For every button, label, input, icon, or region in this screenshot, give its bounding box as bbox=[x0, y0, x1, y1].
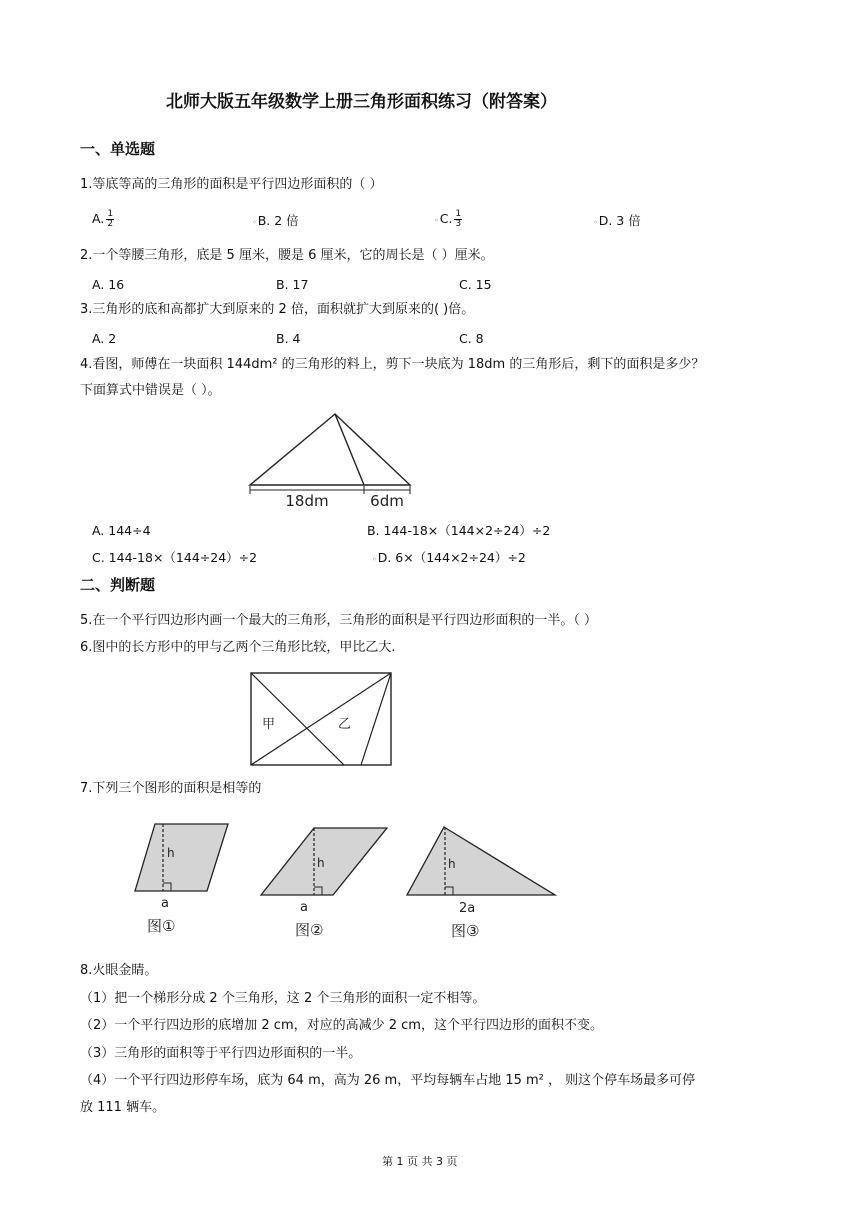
page-footer: 第 1 页 共 3 页 bbox=[382, 1155, 458, 1168]
height-label-1: h bbox=[167, 846, 175, 860]
question-3-option-a[interactable]: A. 2 bbox=[92, 331, 117, 346]
bullet-dot-icon: ◦ bbox=[593, 218, 598, 227]
question-4-stem-line-1: 4.看图，师傅在一块面积 144dm² 的三角形的料上，剪下一块底为 18dm 的三角形后，剩下的面积是多少？ bbox=[80, 357, 705, 372]
question-2-option-a[interactable]: A. 16 bbox=[92, 277, 125, 292]
fraction-one-half: $\frac{1}{2}$ bbox=[107, 209, 114, 229]
question-8-statement-2: （2）一个平行四边形的底增加 2 cm，对应的高减少 2 cm，这个平行四边形的面积不变。 bbox=[80, 1018, 603, 1033]
question-1-option-c[interactable]: ◦C. $\frac{1}{3}$ bbox=[434, 209, 462, 229]
question-4-option-d[interactable]: ◦D. 6×（144×2÷24）÷2 bbox=[372, 550, 526, 565]
question-4-option-b[interactable]: B. 144-18×（144×2÷24）÷2 bbox=[367, 523, 551, 538]
triangle-3 bbox=[407, 827, 555, 895]
fraction-one-third: $\frac{1}{3}$ bbox=[455, 209, 462, 229]
height-label-3: h bbox=[448, 857, 456, 871]
section-heading-true-false: 二、判断题 bbox=[80, 576, 156, 594]
question-4-stem-line-2: 下面算式中错误是（ ）。 bbox=[80, 383, 221, 398]
parallelogram-1 bbox=[135, 824, 228, 891]
base-label-2: a bbox=[300, 900, 308, 915]
page-title: 北师大版五年级数学上册三角形面积练习（附答案） bbox=[166, 92, 557, 112]
caption-fig-2: 图② bbox=[295, 921, 324, 939]
bullet-dot-icon: ◦ bbox=[434, 216, 439, 225]
question-2-option-c[interactable]: C. 15 bbox=[459, 277, 492, 292]
question-4-option-c[interactable]: C. 144-18×（144÷24）÷2 bbox=[92, 550, 258, 565]
bullet-dot-icon: ◦ bbox=[372, 555, 377, 564]
question-1-option-b[interactable]: ◦B. 2 倍 bbox=[252, 213, 299, 228]
question-7-stem: 7.下列三个图形的面积是相等的 bbox=[80, 781, 262, 796]
label-yi: 乙 bbox=[338, 717, 352, 732]
height-label-2: h bbox=[317, 856, 325, 870]
question-7-shapes-figure bbox=[125, 815, 565, 945]
dimension-label-18dm: 18dm bbox=[285, 492, 329, 510]
question-4-option-a[interactable]: A. 144÷4 bbox=[92, 523, 151, 538]
question-8-stem: 8.火眼金睛。 bbox=[80, 963, 158, 978]
question-1-stem: 1.等底等高的三角形的面积是平行四边形面积的（ ） bbox=[80, 177, 383, 192]
option-a-prefix: A. bbox=[92, 211, 105, 226]
question-1-option-d[interactable]: ◦D. 3 倍 bbox=[593, 213, 641, 228]
base-label-3: 2a bbox=[459, 901, 476, 916]
question-8-statement-3: （3）三角形的面积等于平行四边形面积的一半。 bbox=[80, 1046, 362, 1061]
question-8-statement-4-line-1: （4）一个平行四边形停车场，底为 64 m，高为 26 m，平均每辆车占地 15 m² ， 则这个停车场最多可停 bbox=[80, 1073, 696, 1088]
question-3-option-b[interactable]: B. 4 bbox=[276, 331, 301, 346]
question-5-stem: 5.在一个平行四边形内画一个最大的三角形，三角形的面积是平行四边形面积的一半。（ ） bbox=[80, 613, 598, 628]
question-2-stem: 2.一个等腰三角形，底是 5 厘米，腰是 6 厘米，它的周长是（ ）厘米。 bbox=[80, 248, 494, 263]
question-6-stem: 6.图中的长方形中的甲与乙两个三角形比较，甲比乙大. bbox=[80, 640, 396, 655]
dimension-label-6dm: 6dm bbox=[370, 492, 404, 510]
question-3-stem: 3.三角形的底和高都扩大到原来的 2 倍，面积就扩大到原来的( )倍。 bbox=[80, 302, 475, 317]
question-4-triangle-figure bbox=[245, 410, 420, 510]
large-triangle bbox=[250, 414, 410, 485]
question-1-option-a[interactable] bbox=[92, 210, 114, 229]
side-line bbox=[361, 673, 391, 765]
label-jia: 甲 bbox=[262, 717, 276, 732]
question-6-rectangle-figure bbox=[250, 672, 394, 768]
question-3-option-c[interactable]: C. 8 bbox=[459, 331, 484, 346]
caption-fig-1: 图① bbox=[147, 917, 176, 935]
cut-line bbox=[335, 414, 364, 485]
question-8-statement-1: （1）把一个梯形分成 2 个三角形，这 2 个三角形的面积一定不相等。 bbox=[80, 991, 486, 1006]
base-label-1: a bbox=[161, 896, 169, 911]
section-heading-single-choice: 一、单选题 bbox=[80, 140, 156, 158]
caption-fig-3: 图③ bbox=[451, 922, 480, 940]
question-2-option-b[interactable]: B. 17 bbox=[276, 277, 309, 292]
bullet-dot-icon: ◦ bbox=[252, 218, 257, 227]
question-8-statement-4-line-2: 放 111 辆车。 bbox=[80, 1100, 166, 1115]
